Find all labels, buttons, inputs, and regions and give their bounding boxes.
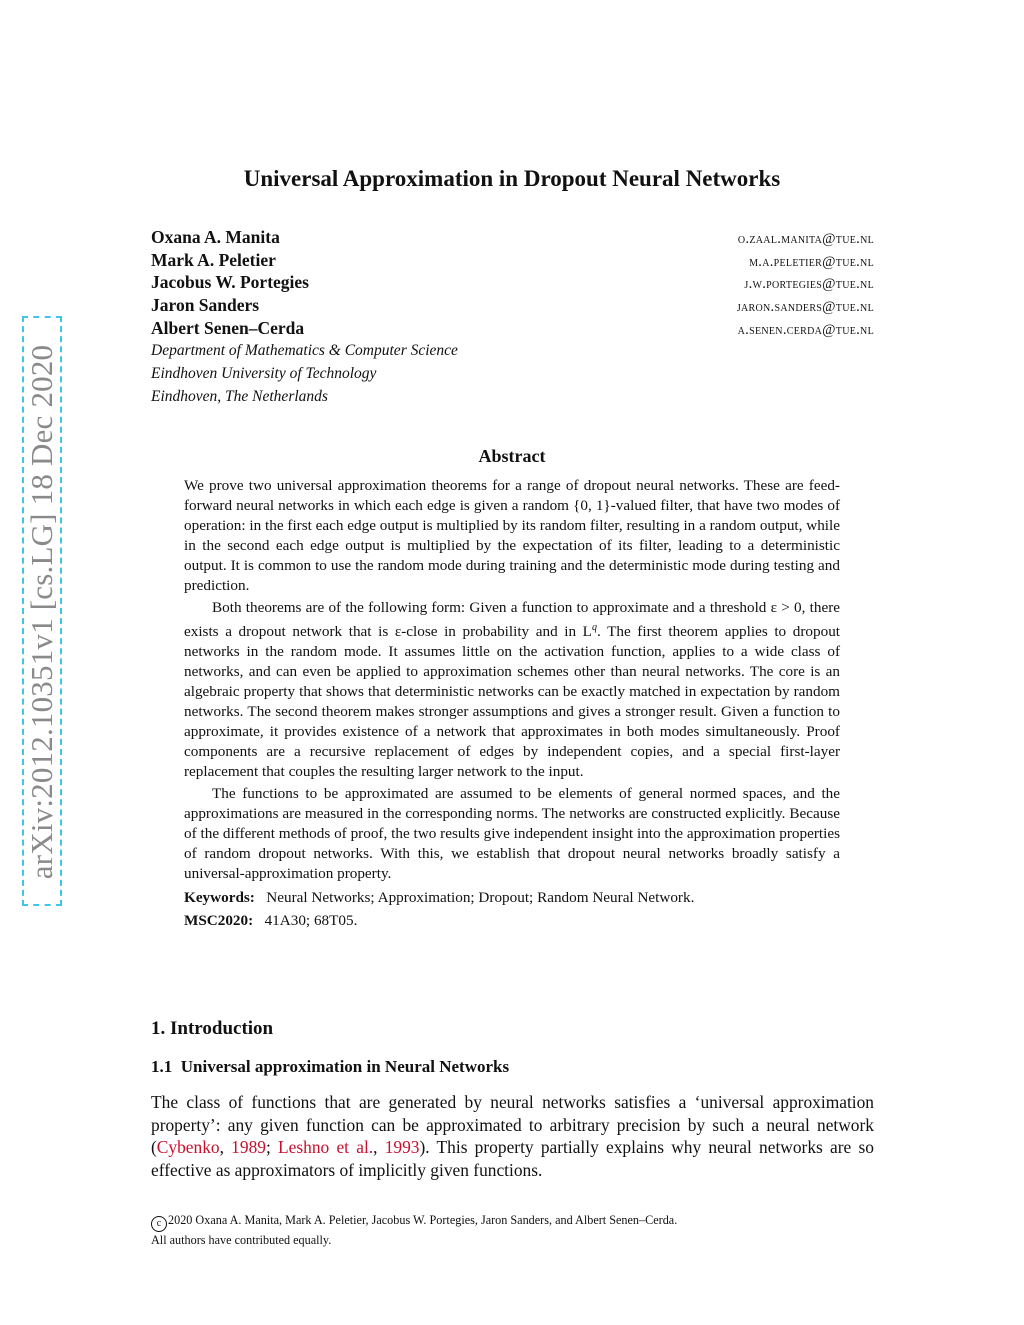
author-email[interactable]: o.zaal.manita@tue.nl [737,231,874,247]
paper-title: Universal Approximation in Dropout Neural Networks [243,166,781,191]
msc-line [184,909,840,932]
author-row [151,318,874,341]
intro-paragraph [151,1091,874,1182]
affiliation-location: Eindhoven, The Netherlands [151,387,328,405]
copyright-text: 2020 Oxana A. Manita, Mark A. Peletier, Jacobus W. Portegies, Jaron Sanders, and Albert Senen–Cerda. [168,1213,678,1227]
copyright-icon: c [151,1216,167,1232]
abstract-heading: Abstract [478,446,546,466]
abstract-paragraph [184,598,840,782]
author-row [151,295,874,318]
keywords-label: Keywords: [184,889,255,907]
author-email[interactable]: m.a.peletier@tue.nl [749,253,874,270]
footnote [151,1212,874,1248]
intro-text: The class of functions that are generated by neural networks satisfies a ‘universal approximation property’: any given function can be approximated to arbitrary precision by such a neural network ( [151,1092,874,1158]
msc-codes: 41A30; 68T05. [264,912,358,930]
abstract-body [184,476,840,932]
subsection-heading: 1.1 Universal approximation in Neural Networks [151,1057,510,1076]
author-email[interactable]: j.w.portegies@tue.nl [744,276,874,293]
author-block [151,227,874,409]
copyright-line [151,1212,874,1232]
affiliation-department: Department of Mathematics & Computer Science [151,342,458,360]
superscript: q [591,622,597,633]
intro-text: ). This property partially explains why neural networks are so effective as approximators of implicitly given functions. [151,1137,874,1181]
citation-separator: ; [265,1137,279,1158]
citation-separator: , [373,1137,385,1158]
author-name: Mark A. Peletier [151,249,276,270]
citation-link[interactable]: 1993 [384,1137,420,1158]
author-row [151,272,874,295]
abstract-paragraph: We prove two universal approximation theorems for a range of dropout neural networks. These are feed-forward neural networks in which each edge is given a random {0, 1}-valued filter, that have two modes of operation: in the first each edge output is multiplied by its random filter, resulting in a random output, while in the second each edge output is multiplied by the expectation of its filter, leading to a deterministic output. It is common to use the random mode during training and the deterministic mode during testing and prediction. [184,477,840,594]
author-name: Jacobus W. Portegies [151,272,309,293]
arxiv-stamp[interactable]: arXiv:2012.10351v1 [cs.LG] 18 Dec 2020 [24,344,59,880]
author-name: Jaron Sanders [151,295,260,316]
author-name: Oxana A. Manita [151,227,280,247]
msc-label: MSC2020: [184,912,254,930]
citation-link[interactable]: 1989 [231,1137,266,1158]
section-heading: 1. Introduction [151,1018,274,1039]
keywords-line [184,886,840,909]
author-name: Albert Senen–Cerda [151,317,305,338]
abstract-paragraph: The functions to be approximated are assumed to be elements of general normed spaces, and the approximations are measured in the corresponding norms. The networks are constructed explicitly. Because of the different methods of proof, the two results give independent insight into the approximation properties of random dropout networks. With this, we establish that dropout neural networks broadly satisfy a universal-approximation property. [184,785,840,883]
citation-separator: , [219,1137,232,1158]
citation-link[interactable]: Cybenko [156,1137,220,1158]
author-row [151,250,874,273]
abstract-text: . The first theorem applies to dropout networks in the random mode. It assumes little on the activation function, applies to a wide class of networks, and can even be applied to approximation schemes other than neural networks. The core is an algebraic property that shows that deterministic networks can be exactly matched in expectation by random networks. The second theorem makes stronger assumptions and gives a stronger result. Given a function to approximate, it provides existence of a network that approximates in both modes simultaneously. Proof components are a recursive replacement of edges by independent copies, and a special first-layer replacement that couples the resulting larger network to the input. [184,623,841,781]
affiliation-university: Eindhoven University of Technology [151,365,377,383]
citation-link[interactable]: Leshno et al. [278,1137,374,1158]
author-email[interactable]: jaron.sanders@tue.nl [736,299,874,316]
abstract-text: Both theorems are of the following form: Given a function to approximate and a threshold ε > 0, there exists a dropout network that is ε-close in probability and in L [184,599,840,641]
contribution-note: All authors have contributed equally. [151,1233,332,1247]
author-row [151,227,874,250]
author-email[interactable]: a.senen.cerda@tue.nl [737,321,874,338]
keywords: Neural Networks; Approximation; Dropout; Random Neural Network. [266,889,695,907]
